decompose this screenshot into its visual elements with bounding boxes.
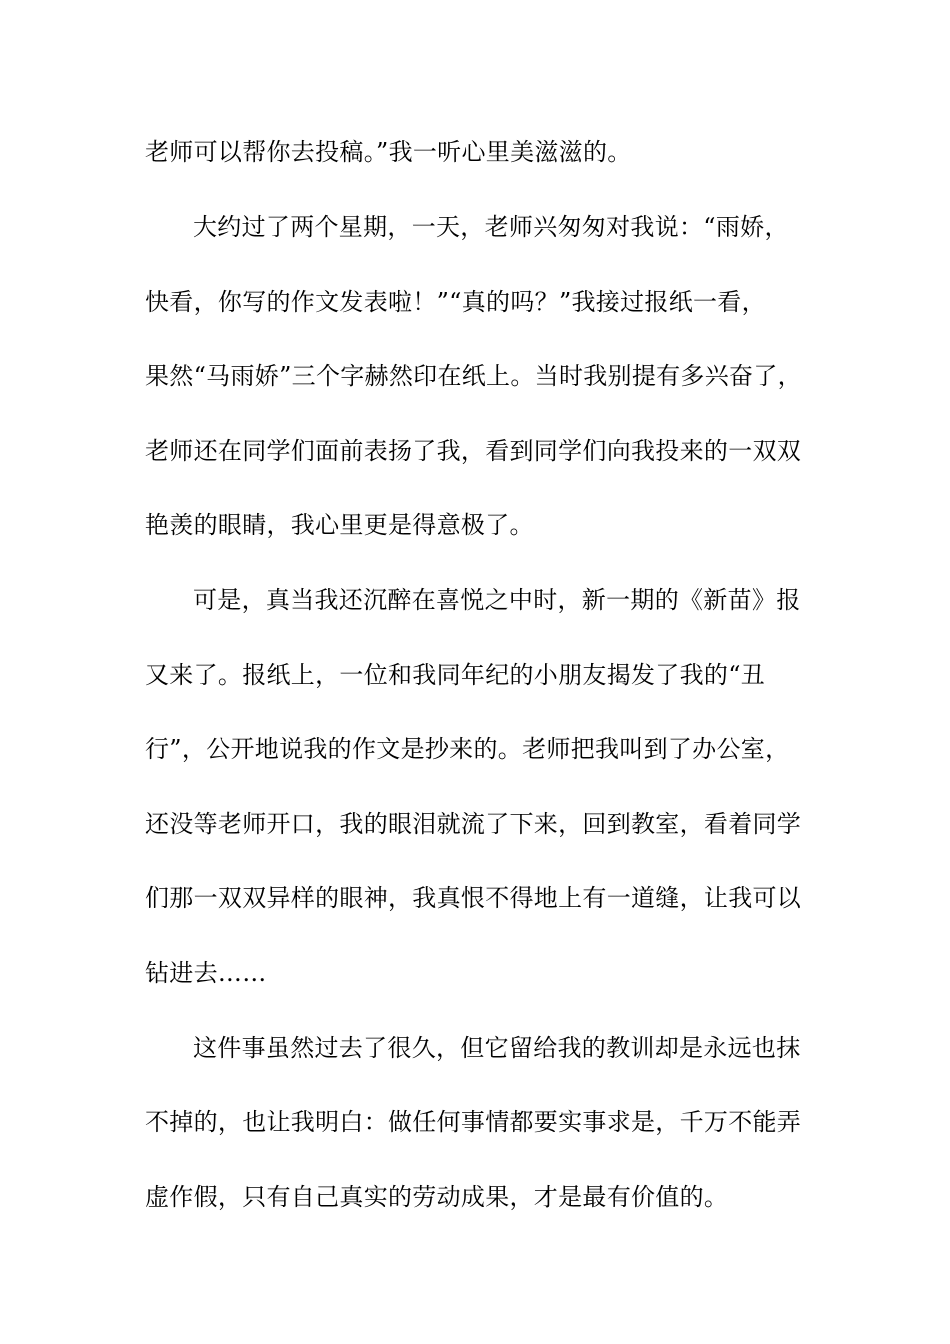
text-line: 还没等老师开口，我的眼泪就流了下来，回到教室，看着同学 [145, 810, 802, 838]
text-line: 们那一双双异样的眼神，我真恨不得地上有一道缝，让我可以 [145, 884, 802, 912]
text-line: 老师可以帮你去投稿。”我一听心里美滋滋的。 [145, 138, 632, 166]
text-line: 艳羡的眼睛，我心里更是得意极了。 [145, 511, 534, 539]
text-line: 行”，公开地说我的作文是抄来的。老师把我叫到了办公室， [145, 735, 790, 763]
text-line: 虚作假，只有自己真实的劳动成果，才是最有价值的。 [145, 1183, 729, 1211]
text-line: 果然“马雨娇”三个字赫然印在纸上。当时我别提有多兴奋了， [145, 362, 802, 390]
text-line: 不掉的，也让我明白：做任何事情都要实事求是，千万不能弄 [145, 1108, 802, 1136]
text-line: 快看，你写的作文发表啦！”“真的吗？”我接过报纸一看， [145, 288, 766, 316]
paragraph-start-line: 可是，真当我还沉醉在喜悦之中时，新一期的《新苗》报 [193, 586, 801, 614]
text-line: 钻进去…… [145, 959, 267, 987]
paragraph-start-line: 这件事虽然过去了很久，但它留给我的教训却是永远也抹 [193, 1034, 801, 1062]
text-line: 又来了。报纸上，一位和我同年纪的小朋友揭发了我的“丑 [145, 661, 766, 689]
paragraph-start-line: 大约过了两个星期，一天，老师兴匆匆对我说：“雨娇， [193, 213, 789, 241]
text-line: 老师还在同学们面前表扬了我，看到同学们向我投来的一双双 [145, 437, 802, 465]
